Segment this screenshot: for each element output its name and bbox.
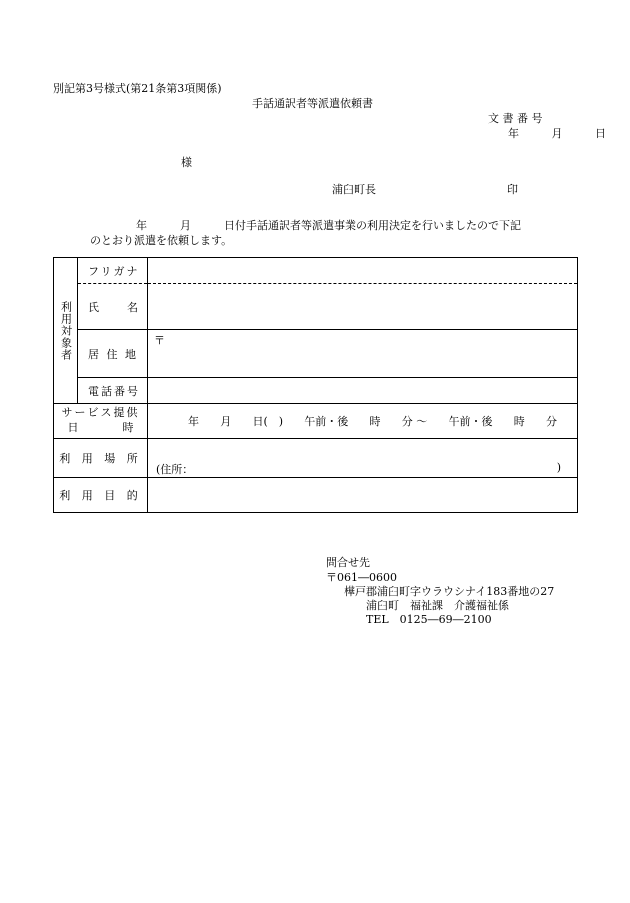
dt-year: 年 (188, 415, 199, 428)
service-label-1: サービス提供 (61, 406, 140, 420)
dt-ampm-start: 午前・後 (304, 415, 349, 428)
name-field[interactable] (148, 284, 578, 330)
issuer: 浦臼町長 (332, 183, 376, 196)
furigana-label: フリガナ (78, 258, 148, 284)
place-label: 利 用 場 所 (54, 439, 148, 478)
datetime-parts (148, 413, 577, 429)
body-line-1: 年 月 日付手話通訳者等派遣事業の利用決定を行いましたので下記 (136, 219, 521, 232)
page-title: 手話通訳者等派遣依頼書 (252, 97, 373, 110)
dt-hour-start: 時 (369, 415, 381, 428)
place-close: ) (556, 461, 561, 474)
side-label: 利用対象者 (59, 300, 73, 361)
postal-mark: 〒 (154, 334, 165, 347)
dt-month: 月 (220, 415, 232, 428)
address-label: 居 住 地 (78, 330, 148, 378)
dt-minute-start: 分 ～ (401, 415, 428, 428)
dt-hour-end: 時 (513, 415, 525, 428)
service-label-2: 日 時 (67, 421, 134, 434)
service-datetime-field[interactable] (148, 404, 578, 439)
phone-label: 電話番号 (78, 378, 148, 404)
date-line: 年 月 日 (508, 127, 612, 140)
phone-field[interactable] (148, 378, 578, 404)
addressee: 様 (181, 156, 192, 169)
body-line-2: のとおり派遣を依頼します。 (90, 234, 233, 247)
place-field[interactable] (148, 439, 578, 478)
service-datetime-label (54, 404, 148, 439)
contact-address: 樺戸郡浦臼町字ウラウシナイ183番地の27 (344, 585, 555, 598)
dt-minute-end: 分 (545, 415, 557, 428)
place-address-row (148, 439, 577, 477)
contact-tel: TEL 0125―69―2100 (366, 613, 492, 626)
request-form-table (53, 257, 578, 513)
furigana-field[interactable] (148, 258, 578, 284)
purpose-field[interactable] (148, 478, 578, 513)
seal: 印 (507, 183, 518, 196)
side-label-cell (54, 258, 78, 404)
dt-day: 日( ) (252, 415, 284, 428)
contact-heading: 問合せ先 (326, 556, 370, 569)
name-label: 氏 名 (78, 284, 148, 330)
place-open: (住所： (156, 463, 194, 476)
form-id: 別記第3号様式(第21条第3項関係) (53, 82, 222, 95)
contact-dept: 浦臼町 福祉課 介護福祉係 (366, 599, 509, 612)
contact-postal: 〒061―0600 (326, 571, 397, 584)
dt-ampm-end: 午前・後 (448, 415, 493, 428)
doc-number: 文 書 番 号 (488, 112, 543, 125)
address-field[interactable] (148, 330, 578, 378)
purpose-label: 利 用 目 的 (54, 478, 148, 513)
